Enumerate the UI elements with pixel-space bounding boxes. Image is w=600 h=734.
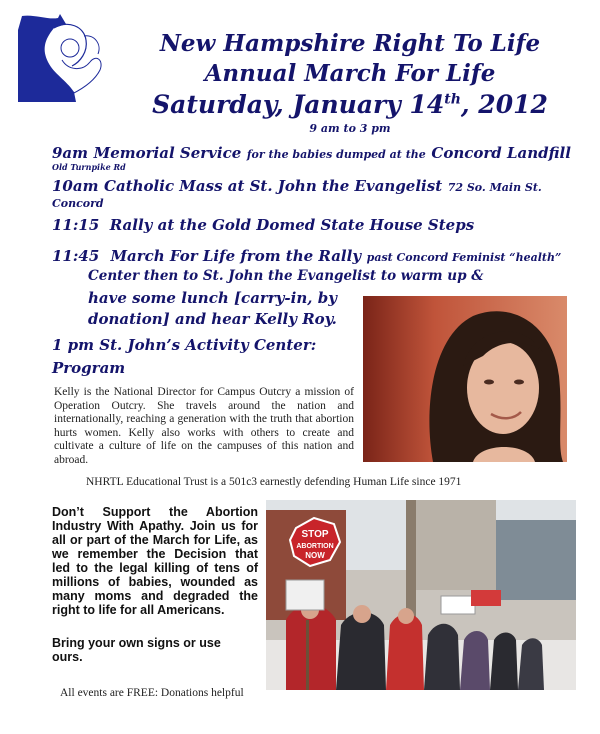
speaker-photo	[363, 296, 567, 462]
sign-now: NOW	[305, 551, 325, 560]
event-time: 9am	[52, 144, 89, 162]
free-events-note: All events are FREE: Donations helpful	[60, 687, 244, 699]
event-rally: 11:15 Rally at the Gold Domed State House Steps	[52, 216, 475, 234]
event-mass: 10am Catholic Mass at St. John the Evangelist 72 So. Main St.	[52, 177, 542, 195]
event-program-line2: Program	[52, 359, 126, 377]
event-memorial-address: Old Turnpike Rd	[52, 162, 126, 172]
event-march-line4: donation] and hear Kelly Roy.	[88, 310, 337, 328]
event-hours: 9 am to 3 pm	[309, 122, 391, 135]
trust-statement: NHRTL Educational Trust is a 501c3 earnestly defending Human Life since 1971	[86, 476, 462, 488]
appeal-text: Don’t Support the Abortion Industry With Apathy. Join us for all or part of the March for Life, as we remember the Decision that led to the legal killing of tens of millions of babies, wounded as many moms and degraded the right to life for all Americans.	[52, 505, 258, 617]
page-subtitle: Annual March For Life	[204, 60, 496, 87]
march-photo	[266, 500, 576, 690]
signs-text: Bring your own signs or use ours.	[52, 636, 221, 664]
event-mass-city: Concord	[52, 197, 104, 210]
event-memorial: 9am Memorial Service for the babies dumped at the Concord Landfill	[52, 144, 571, 162]
mother-child-logo	[14, 10, 114, 104]
event-march: 11:45 March For Life from the Rally past Concord Feminist “health”	[52, 247, 562, 265]
event-program: 1 pm St. John’s Activity Center:	[52, 336, 317, 354]
sign-stop: STOP	[301, 529, 329, 540]
speaker-bio: Kelly is the National Director for Campus Outcry a mission of Operation Outcry. She travels around the nation and internationally, reaching a generation with the truth that abortion hurts women. Kelly also works with others to create and cultivate a culture of life on the campuses of this nation and abroad.	[54, 386, 354, 466]
event-date: Saturday, January 14th, 2012	[152, 90, 548, 119]
event-march-line2: Center then to St. John the Evangelist to warm up &	[88, 268, 484, 284]
event-march-line3: have some lunch [carry-in, by	[88, 289, 337, 307]
page-title: New Hampshire Right To Life	[159, 30, 541, 57]
sign-abortion: ABORTION	[296, 543, 334, 550]
event-title: Memorial Service	[93, 144, 242, 162]
